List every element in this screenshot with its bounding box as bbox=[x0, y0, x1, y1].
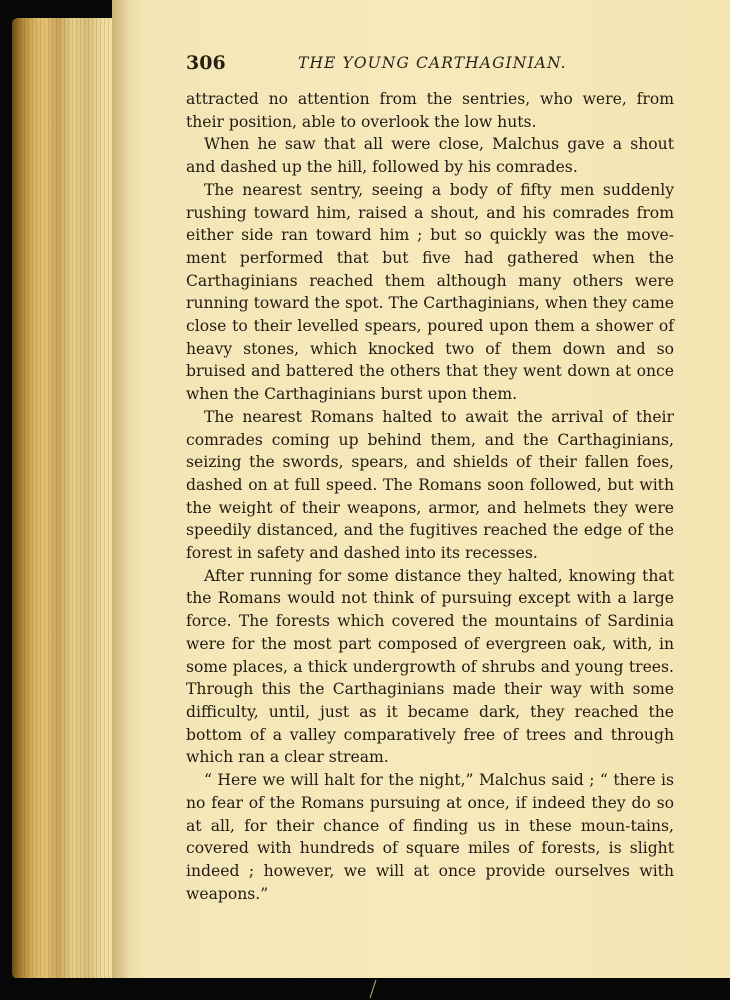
bookmark-thread-icon bbox=[369, 980, 377, 998]
paragraph-6: “ Here we will halt for the night,” Malchus said ; “ there is no fear of the Romans pursuing at once, if indeed they do so at all, for their chance of finding us in these moun-tains, covered with hundreds of square miles of forests, is slight indeed ; however, we will at once provide ourselves with weapons.” bbox=[186, 771, 674, 903]
page-sheet bbox=[112, 0, 730, 982]
paragraph-4: The nearest Romans halted to await the arrival of their comrades coming up behind them, and the Carthaginians, seizing the swords, spears, and shields of their fallen foes, dashed on at full speed. The Romans soon followed, but with the weight of their weapons, armor, and helmets they were speedily distanced, and the fugitives reached the edge of the forest in safety and dashed into its recesses. bbox=[186, 407, 674, 563]
page-number: 306 bbox=[186, 52, 226, 74]
book-title: THE YOUNG CARTHAGINIAN. bbox=[298, 54, 567, 72]
running-head bbox=[186, 52, 686, 80]
paragraph-2: When he saw that all were close, Malchus gave a shout and dashed up the hill, followed by his comrades. bbox=[186, 135, 674, 177]
paragraph-5: After running for some distance they halted, knowing that the Romans would not think of pursuing except with a large force. The forests which covered the mountains of Sardinia were for the most part composed of evergreen oak, with, in some places, a thick undergrowth of shrubs and young trees. Through this the Carthaginians made their way with some difficulty, until, just as it became dark, they reached the bottom of a valley comparatively free of trees and through which ran a clear stream. bbox=[186, 566, 674, 767]
paragraph-3: The nearest sentry, seeing a body of fifty men suddenly rushing toward him, raised a shout, and his comrades from either side ran toward him ; but so quickly was the move-ment performed that but five had gathered when the Carthaginians reached them although many others were running toward the spot. The Carthaginians, when they came close to their levelled spears, poured upon them a shower of heavy stones, which knocked two of them down and so bruised and battered the others that they went down at once when the Carthaginians burst upon them. bbox=[186, 180, 674, 404]
body-text bbox=[186, 88, 674, 905]
book-page-edges bbox=[12, 18, 122, 980]
bottom-shadow bbox=[0, 978, 730, 1000]
paragraph-1: attracted no attention from the sentries, who were, from their position, able to overlook the low huts. bbox=[186, 90, 674, 131]
